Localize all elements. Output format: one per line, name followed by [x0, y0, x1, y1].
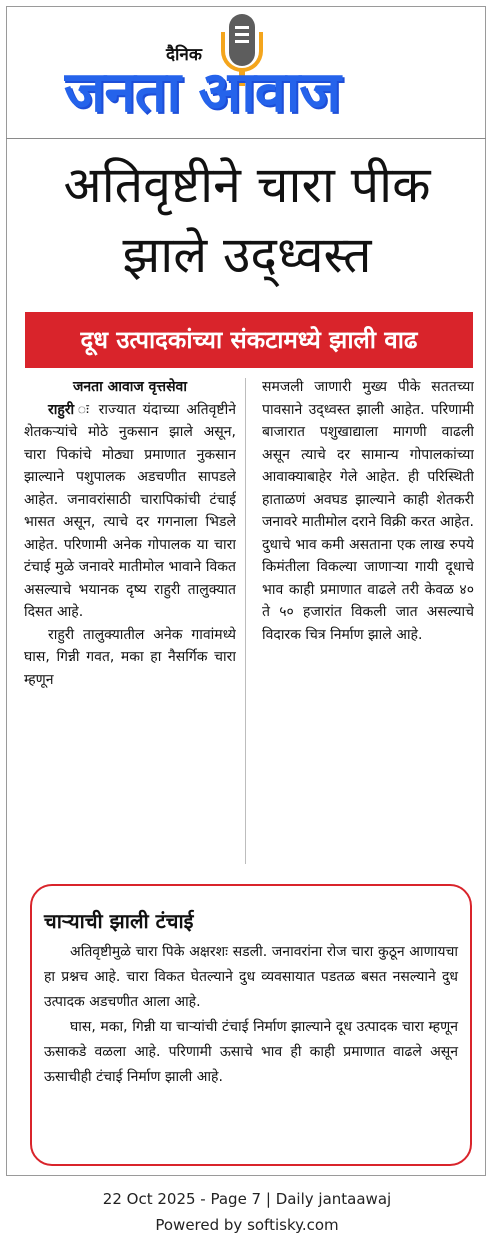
- sidebar-box: [30, 884, 472, 1166]
- article-paragraph-1: [24, 399, 236, 624]
- article-paragraph-2: राहुरी तालुक्यातील अनेक गावांमध्ये घास, गिन्नी गवत, मका हा नैसर्गिक चारा म्हणून: [24, 626, 236, 688]
- article-byline: जनता आवाज वृत्तसेवा: [73, 379, 187, 395]
- article-subheadline: दूध उत्पादकांच्या संकटामध्ये झाली वाढ: [25, 312, 473, 368]
- masthead-divider: [6, 138, 486, 139]
- headline-line-2: झाले उद्ध्वस्त: [122, 226, 372, 284]
- headline-line-1: अतिवृष्टीने चारा पीक: [63, 156, 431, 214]
- sidebar-box-paragraph-1: अतिवृष्टीमुळे चारा पिके अक्षरशः सडली. जनावरांना रोज चारा कुठून आणायचा हा प्रश्नच आहे. चारा विकत घेतल्याने दुध व्यवसायात पडतळ बसत नसल्याने दुध उत्पादक अडचणीत आला आहे.: [44, 944, 458, 1010]
- sidebar-box-title: चाऱ्याची झाली टंचाई: [44, 909, 194, 933]
- footer-powered-by: Powered by softisky.com: [155, 1216, 339, 1234]
- article-column-left: [24, 376, 236, 866]
- article-headline: [14, 150, 480, 290]
- article-paragraph-3: समजली जाणारी मुख्य पीके सततच्या पावसाने उद्ध्वस्त झाली आहेत. परिणामी बाजारात पशुखाद्याला मागणी वाढली असून त्याचे दर सामान्य गोपालकांच्या आवाक्याबाहेर गेले आहेत. ही परिस्थिती हाताळणं अवघड झाल्याने काही शेतकरी जनावरे मातीमोल दराने विक्री करत आहेत. दुधाचे भाव कमी असताना एक लाख रुपये किमंतीला विकल्या जाणाऱ्या गायी दूधाचे भाव काही प्रमाणात वाढले तरी केवळ ४० ते ५० हजारांत विकली जात असल्याचे विदारक चित्र निर्माण झाले आहे.: [262, 379, 474, 643]
- sidebar-box-paragraph-2: घास, मका, गिन्नी या चाऱ्यांची टंचाई निर्माण झाल्याने दूध उत्पादक चारा म्हणून ऊसाकडे वळला आहे. परिणामी ऊसाचे भाव ही काही प्रमाणात वाढले असून ऊसाचीही टंचाई निर्माण झाली आहे.: [44, 1019, 458, 1085]
- article-paragraph-1-text: ः राज्यात यंदाच्या अतिवृष्टीने शेतकऱ्यांचे मोठे नुकसान झाले असून, चारा पिकांचे मोठ्या प्रमाणात नुकसान झाल्याने पशुपालक अडचणीत सापडले आहेत. जनावरांसाठी चारापिकांची टंचाई भासत असून, त्याचे दर गगनाला भिडले आहेत. परिणामी अनेक गोपालक या चारा टंचाई मुळे जनावरे मातीमोल भावाने विकत असल्याचे भयानक दृष्य राहुरी तालुक्यात दिसत आहे.: [24, 401, 236, 620]
- sidebar-box-body: [44, 940, 458, 1090]
- article-column-right: [262, 376, 474, 866]
- column-divider: [245, 378, 246, 864]
- masthead: [0, 6, 494, 131]
- footer-publication-info: 22 Oct 2025 - Page 7 | Daily jantaawaj: [102, 1190, 392, 1208]
- masthead-daily-label: दैनिक: [166, 45, 202, 65]
- masthead-brand-name: जनता आवाज: [64, 60, 340, 125]
- article-dateline: राहुरी: [48, 401, 75, 418]
